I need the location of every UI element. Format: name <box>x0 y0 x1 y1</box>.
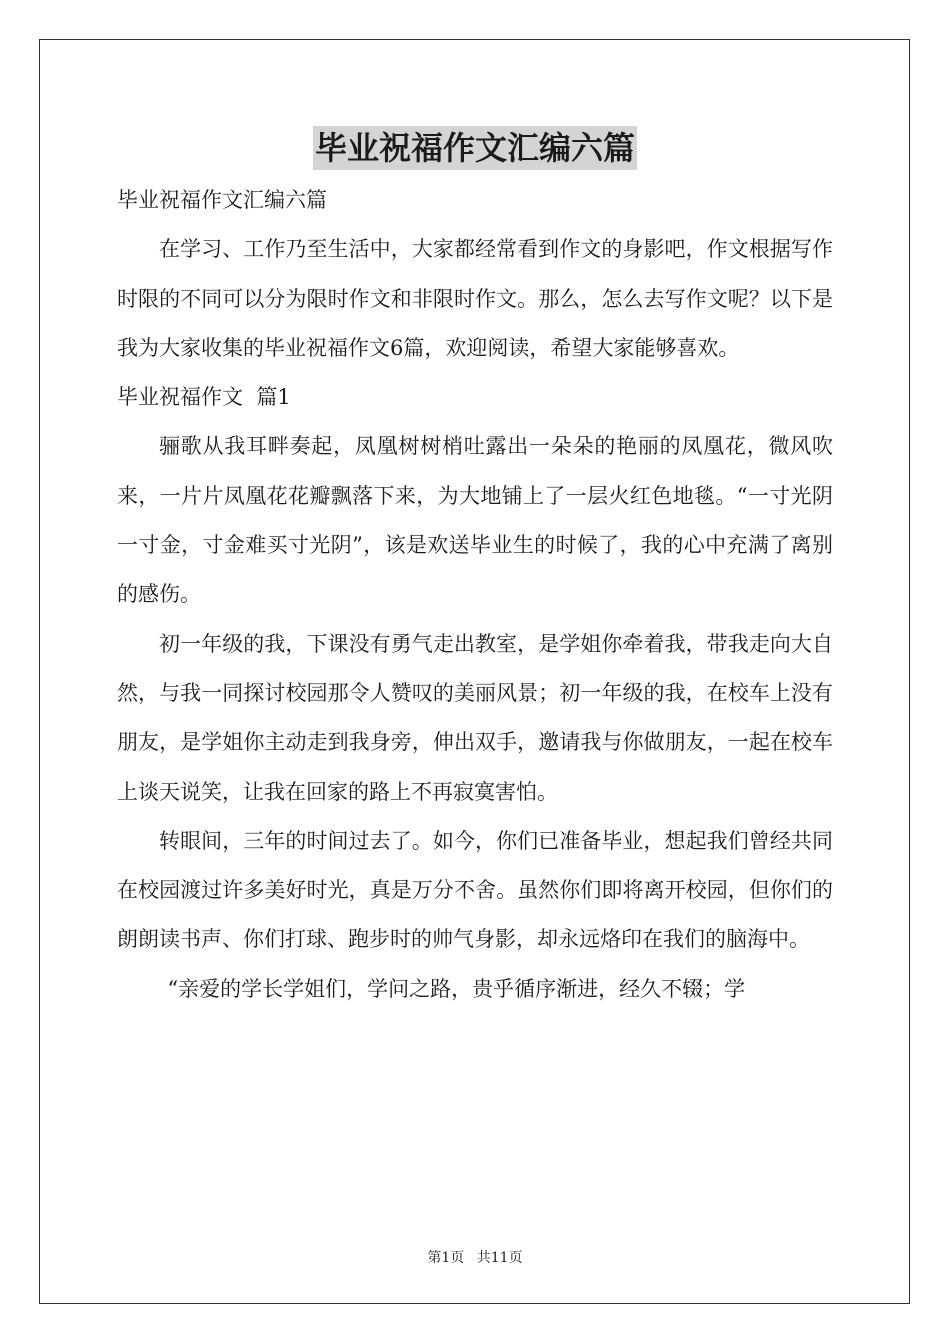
document-body <box>117 176 833 1014</box>
section-heading: 毕业祝福作文 篇1 <box>117 385 291 410</box>
body-paragraph-4-start: “亲爱的学长学姐们，学问之路，贵乎循序渐进，经久不辍；学 <box>167 976 746 1001</box>
document-subtitle: 毕业祝福作文汇编六篇 <box>117 188 327 212</box>
body-paragraph-1: 骊歌从我耳畔奏起，凤凰树树梢吐露出一朵朵的艳丽的凤凰花，微风吹来，一片片凤凰花花瓣飘落下来，为大地铺上了一层火红色地毯。“一寸光阴一寸金，寸金难买寸光阴”，该是欢送毕业生的时候了，我的心中充满了离别的感伤。 <box>117 434 833 607</box>
title-wrap <box>0 126 950 170</box>
page-number: 第1页 <box>427 1250 465 1266</box>
document-title: 毕业祝福作文汇编六篇 <box>313 126 637 170</box>
intro-paragraph: 在学习、工作乃至生活中，大家都经常看到作文的身影吧，作文根据写作时限的不同可以分为限时作文和非限时作文。那么，怎么去写作文呢？以下是我为大家收集的毕业祝福作文6篇，欢迎阅读，希望大家能够喜欢。 <box>117 237 833 360</box>
page-footer <box>0 1247 950 1267</box>
body-paragraph-3: 转眼间，三年的时间过去了。如今，你们已准备毕业，想起我们曾经共同在校园渡过许多美好时光，真是万分不舍。虽然你们即将离开校园，但你们的朗朗读书声、你们打球、跑步时的帅气身影，却永远烙印在我们的脑海中。 <box>117 828 833 952</box>
body-paragraph-2: 初一年级的我，下课没有勇气走出教室，是学姐你牵着我，带我走向大自然，与我一同探讨校园那令人赞叹的美丽风景；初一年级的我，在校车上没有朋友，是学姐你主动走到我身旁，伸出双手，邀请我与你做朋友，一起在校车上谈天说笑，让我在回家的路上不再寂寞害怕。 <box>117 631 833 804</box>
page-total: 共11页 <box>476 1250 523 1266</box>
